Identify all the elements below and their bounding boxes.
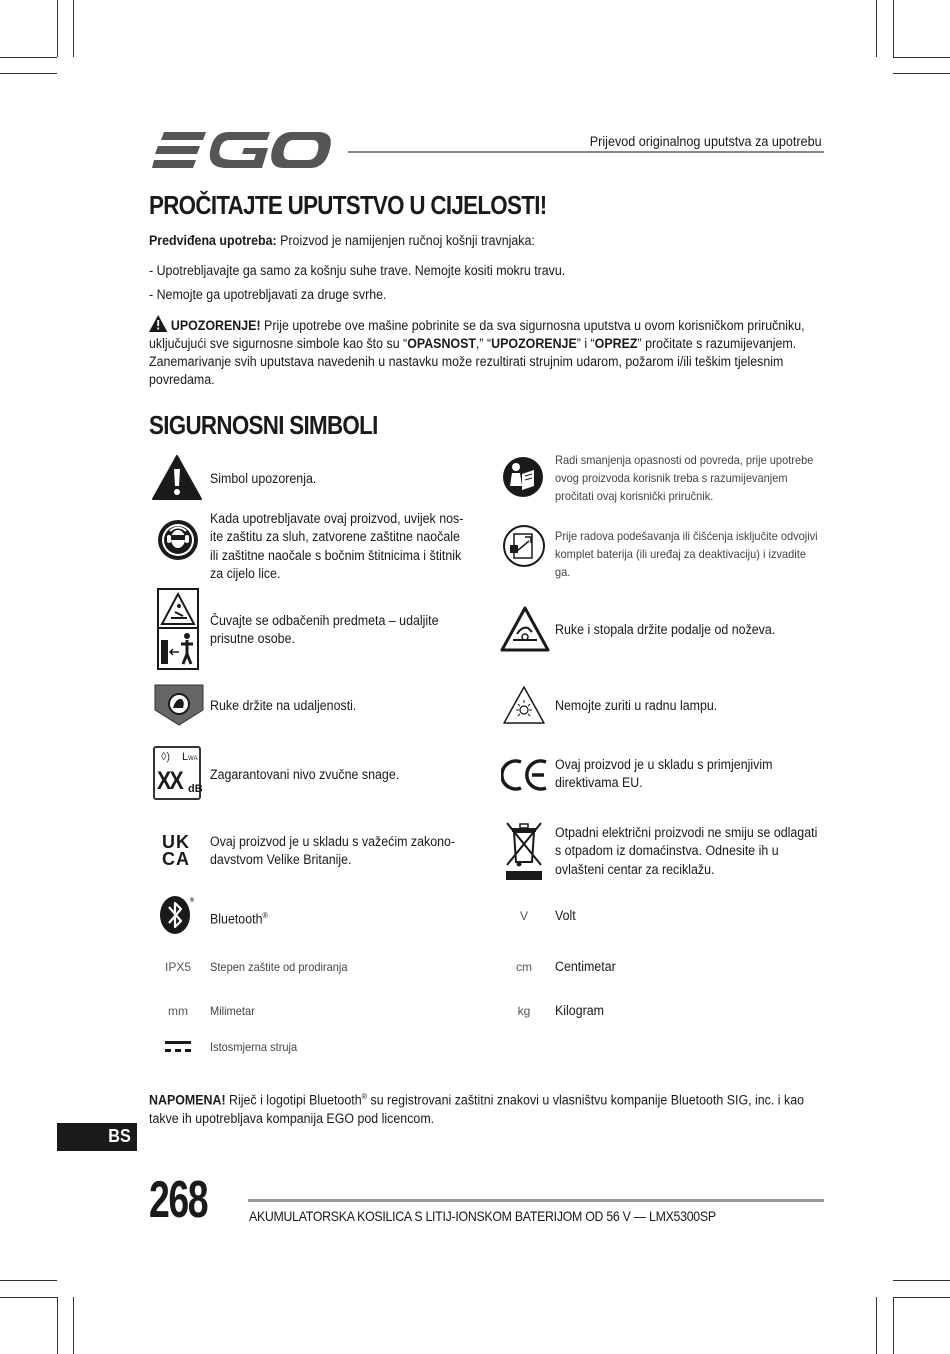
bluetooth-icon bbox=[159, 895, 197, 940]
symbol-text: Kilogram bbox=[555, 1003, 605, 1018]
footer-rule bbox=[248, 1199, 824, 1202]
crop-mark bbox=[876, 0, 877, 57]
crop-mark bbox=[893, 1280, 950, 1281]
language-tab-label: BS bbox=[108, 1126, 131, 1146]
intended-use bbox=[149, 232, 830, 250]
thrown-objects-icon bbox=[157, 588, 199, 675]
warning-paragraph bbox=[149, 315, 821, 389]
symbol-text: Centimetar bbox=[555, 959, 616, 974]
page-number: 268 bbox=[149, 1171, 208, 1229]
crop-mark bbox=[893, 57, 950, 58]
symbol-text bbox=[210, 907, 458, 929]
warning-keyword: UPOZORENJE bbox=[491, 336, 577, 351]
weee-bin-icon bbox=[504, 820, 544, 887]
header-subtitle: Prijevod originalnog uputstva za upotrebu bbox=[590, 133, 822, 149]
crop-mark bbox=[57, 1297, 58, 1354]
symbol-text: Volt bbox=[555, 908, 576, 923]
warning-triangle-icon bbox=[149, 315, 167, 332]
intended-use-text: Proizvod je namijenjen ručnoj košnji travnjaka: bbox=[276, 233, 535, 248]
crop-mark bbox=[73, 1297, 74, 1354]
sound-power-value: XX bbox=[157, 767, 182, 795]
symbol-abbreviation: V bbox=[519, 909, 528, 923]
symbol-text: Ruke i stopala držite podalje od noževa. bbox=[555, 622, 776, 637]
lamp-warning-icon bbox=[502, 685, 546, 730]
crop-mark bbox=[876, 1297, 877, 1354]
symbol-text: Kada upotrebljavate ovaj proizvod, uvijek nos-ite zaštitu za sluh, zatvorene zaštitne naočale ili zaštitne naočale s bočnim štitnicima i štitnik za cijelo lice. bbox=[210, 511, 464, 581]
crop-mark bbox=[57, 0, 58, 57]
symbol-text: Radi smanjenja opasnosti od povreda, prije upotrebe ovog proizvoda korisnik treba s razumijevanjem pročitati ovaj korisnički priručnik. bbox=[555, 453, 814, 503]
crop-mark bbox=[893, 1297, 950, 1298]
symbol-text: Ovaj proizvod je u skladu s važećim zakono-davstvom Velike Britanije. bbox=[210, 834, 456, 868]
symbol-abbreviation: mm bbox=[168, 1004, 188, 1018]
symbol-text: Prije radova podešavanja ili čišćenja isključite odvojivi komplet baterija (ili uređaj za deaktivaciju) i izvadite ga. bbox=[555, 529, 818, 579]
speaker-icon: ◊) bbox=[161, 751, 171, 763]
warning-triangle-icon bbox=[152, 455, 202, 505]
symbol-abbreviation: cm bbox=[516, 960, 532, 974]
warning-text: Prije upotrebe ove mašine pobrinite se da sva sigurnosna uputstva u ovom korisničkom priručniku, uključujući sve sigurnosne simbole kao što su “ bbox=[149, 318, 805, 351]
sound-power-icon bbox=[153, 746, 201, 800]
bluetooth-label: Bluetooth bbox=[210, 911, 263, 927]
symbol-text: Stepen zaštite od prodiranja bbox=[210, 960, 348, 974]
crop-mark bbox=[0, 57, 57, 58]
crop-mark bbox=[0, 1280, 57, 1281]
crop-mark bbox=[893, 0, 894, 57]
symbol-text: Zagarantovani nivo zvučne snage. bbox=[210, 767, 400, 782]
crop-mark bbox=[893, 1297, 894, 1354]
warning-keyword: OPASNOST bbox=[407, 336, 476, 351]
crop-mark bbox=[73, 0, 74, 57]
warning-keyword: OPREZ bbox=[594, 336, 638, 351]
keep-hands-away-icon bbox=[154, 684, 204, 731]
crop-mark bbox=[893, 73, 950, 74]
symbol-text: Čuvajte se odbačenih predmeta – udaljite prisutne osobe. bbox=[210, 613, 439, 647]
note-paragraph bbox=[149, 1088, 819, 1128]
ukca-line-2: CA bbox=[162, 849, 190, 869]
warning-text: ,” “ bbox=[475, 336, 492, 351]
symbol-text: Otpadni električni proizvodi ne smiju se odlagati s otpadom iz domaćinstva. Odnesite ih u ovlašteni centar za reciklažu. bbox=[555, 825, 818, 877]
note-text: su registrovani zaštitni znakovi u vlasništvu kompanije Bluetooth SIG, inc. i kao takve ih upotrebljava kompanija EGO pod licencom. bbox=[149, 1092, 805, 1126]
dc-current-icon bbox=[165, 1040, 191, 1059]
symbol-text: Istosmjerna struja bbox=[210, 1040, 298, 1054]
warning-text: ” i “ bbox=[576, 336, 595, 351]
sound-power-unit: dB bbox=[188, 783, 203, 795]
crop-mark bbox=[0, 73, 57, 74]
ukca-icon bbox=[162, 834, 196, 868]
sound-power-symbol: L bbox=[182, 751, 189, 763]
registered-mark: ® bbox=[262, 911, 268, 920]
ce-mark-icon bbox=[501, 758, 549, 797]
bullet-item: - Nemojte ga upotrebljavati za druge svrhe. bbox=[149, 287, 387, 302]
note-label: NAPOMENA! bbox=[149, 1092, 226, 1108]
language-tab bbox=[57, 1123, 137, 1151]
bullet-item: - Upotrebljavajte ga samo za košnju suhe trave. Nemojte kositi mokru travu. bbox=[149, 263, 566, 278]
symbol-text: Milimetar bbox=[210, 1004, 255, 1018]
ego-logo bbox=[150, 128, 332, 174]
symbol-text: Nemojte zuriti u radnu lampu. bbox=[555, 698, 718, 713]
intended-use-label: Predviđena upotreba: bbox=[149, 233, 277, 248]
svg-text:®: ® bbox=[189, 897, 195, 904]
ukca-line-1: UK bbox=[162, 832, 190, 852]
note-text: Riječ i logotipi Bluetooth bbox=[225, 1092, 362, 1108]
footer-product: AKUMULATORSKA KOSILICA S LITIJ-IONSKOM BATERIJOM OD 56 V — LMX5300SP bbox=[249, 1208, 716, 1224]
warning-label: UPOZORENJE! bbox=[170, 318, 261, 333]
section-title: SIGURNOSNI SIMBOLI bbox=[149, 410, 378, 440]
header-rule bbox=[348, 151, 824, 153]
read-manual-icon bbox=[502, 456, 544, 503]
remove-battery-icon bbox=[503, 525, 545, 572]
symbol-abbreviation: kg bbox=[517, 1004, 531, 1018]
registered-mark: ® bbox=[361, 1092, 368, 1101]
sound-power-symbol-sub: WA bbox=[188, 756, 198, 762]
warning-text: ” pročitate s razumijevanjem. Zanemarivanje svih uputstava navedenih u nastavku može rezultirati strujnim udarom, požarom i/ili teškim tjelesnim povredama. bbox=[149, 336, 797, 387]
ear-eye-protection-icon bbox=[157, 519, 199, 566]
symbol-text: Ruke držite na udaljenosti. bbox=[210, 698, 357, 713]
crop-mark bbox=[0, 1297, 57, 1298]
keep-hands-feet-away-icon bbox=[500, 606, 550, 657]
symbol-abbreviation: IPX5 bbox=[164, 960, 191, 974]
symbol-text: Simbol upozorenja. bbox=[210, 471, 317, 486]
symbol-text: Ovaj proizvod je u skladu s primjenjivim direktivama EU. bbox=[555, 757, 773, 791]
page-title: PROČITAJTE UPUTSTVO U CIJELOSTI! bbox=[149, 190, 547, 220]
